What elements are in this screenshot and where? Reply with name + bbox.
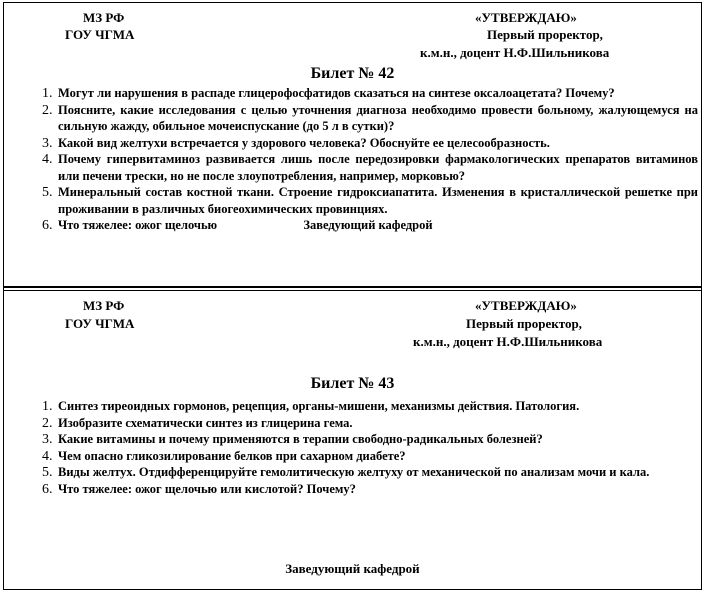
question-item: 4. Почему гипервитаминоз развивается лишь после передозировки фармакологических препаратов витаминов или печени трески, но не после злоупотребления, например, морковью? [56, 151, 698, 184]
approve-heading: «УТВЕРЖДАЮ» [475, 10, 577, 25]
question-item: 4. Чем опасно гликозилирование белков при сахарном диабете? [56, 448, 698, 465]
question-item: 2. Изобразите схематически синтез из глицерина гема. [56, 415, 698, 432]
question-item-partial [56, 217, 698, 234]
approve-heading: «УТВЕРЖДАЮ» [475, 298, 577, 313]
question-item: 5. Минеральный состав костной ткани. Строение гидроксиапатита. Изменения в кристаллической решетке при проживании в различных биогеохимических провинциях. [56, 184, 698, 217]
department-head-signature: Заведующий кафедрой [285, 561, 420, 576]
question-item: 5. Виды желтух. Отдифференцируйте гемолитическую желтуху от механической по анализам мочи и кала. [56, 464, 698, 481]
question-text-partial: Что тяжелее: ожог щелочью [58, 218, 218, 232]
org-academy: ГОУ ЧГМА [65, 27, 135, 42]
ticket-title: Билет № 42 [310, 65, 395, 82]
question-item: 3. Какие витамины и почему применяются в терапии свободно-радикальных болезней? [56, 431, 698, 448]
approver-role: Первый проректор, [466, 316, 582, 331]
cut-line [3, 286, 702, 288]
approver-role: Первый проректор, [487, 27, 603, 42]
approver-name: к.м.н., доцент Н.Ф.Шильникова [420, 45, 610, 60]
ticket-42 [3, 2, 702, 294]
org-ministry: МЗ РФ [83, 10, 125, 25]
question-list [16, 85, 698, 234]
question-item: 1. Синтез тиреоидных гормонов, рецепция, органы-мишени, механизмы действия. Патология. [56, 398, 698, 415]
question-item: 6. Что тяжелее: ожог щелочью или кислотой? Почему? [56, 481, 698, 498]
ticket-title: Билет № 43 [310, 375, 395, 392]
question-item: 2. Поясните, какие исследования с целью уточнения диагноза необходимо провести больному, жалующемуся на сильную жажду, обильное мочеиспускание (до 5 л в сутки)? [56, 102, 698, 135]
ticket-43 [3, 290, 702, 590]
question-item: 3. Какой вид желтухи встречается у здорового человека? Обоснуйте ее целесообразность. [56, 135, 698, 152]
org-academy: ГОУ ЧГМА [65, 316, 135, 331]
approver-name: к.м.н., доцент Н.Ф.Шильникова [413, 334, 603, 349]
org-ministry: МЗ РФ [83, 298, 125, 313]
signature-partial: Заведующий кафедрой [303, 218, 433, 232]
question-item: 1. Могут ли нарушения в распаде глицерофосфатидов сказаться на синтезе оксалоацетата? Почему? [56, 85, 698, 102]
question-list [16, 398, 698, 497]
